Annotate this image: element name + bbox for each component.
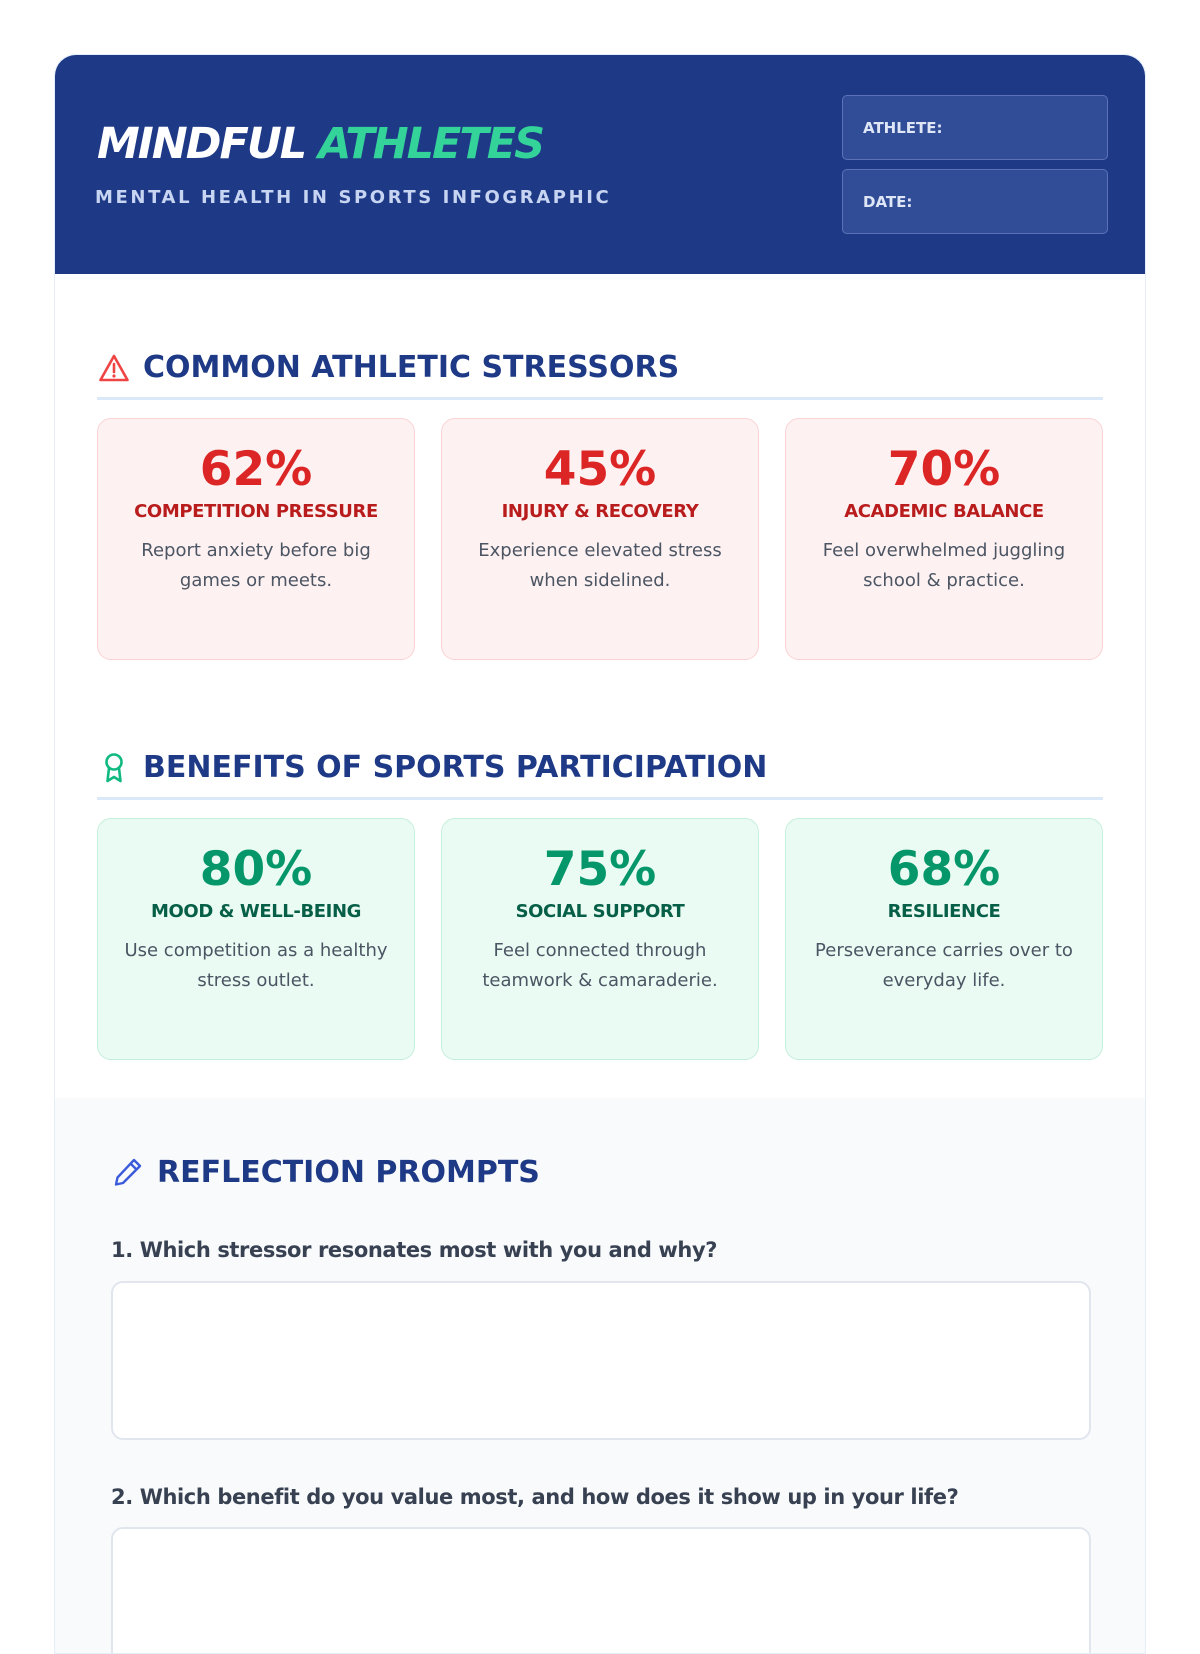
prompt-label: 2. Which benefit do you value most, and how does it show up in your life? (111, 1485, 959, 1509)
benefit-card (441, 818, 759, 1060)
stressors-section-header (97, 338, 1103, 400)
stat-description: Experience elevated stress when sidelined. (478, 540, 722, 592)
benefits-section-header (97, 738, 1103, 800)
reflection-section (55, 1098, 1146, 1654)
infographic-card (54, 54, 1146, 1654)
benefit-cards (97, 818, 1103, 1060)
stat-value: 75% (543, 842, 657, 897)
page-title (97, 119, 543, 169)
stat-label: RESILIENCE (887, 901, 1001, 923)
reflection-title: REFLECTION PROMPTS (157, 1154, 540, 1190)
pencil-icon (111, 1155, 145, 1189)
stat-label: SOCIAL SUPPORT (515, 901, 685, 923)
page-subtitle: MENTAL HEALTH IN SPORTS INFOGRAPHIC (95, 187, 612, 208)
stat-description: Report anxiety before big games or meets. (141, 540, 371, 592)
stat-label: COMPETITION PRESSURE (134, 501, 378, 523)
stat-description: Feel connected through teamwork & camaraderie. (482, 940, 718, 992)
date-label: DATE: (863, 192, 913, 211)
award-ribbon-icon (97, 751, 131, 785)
reflection-section-header (111, 1141, 1117, 1203)
stressors-title: COMMON ATHLETIC STRESSORS (143, 350, 680, 385)
stat-value: 80% (199, 842, 313, 897)
benefit-card (785, 818, 1103, 1060)
date-field[interactable] (842, 169, 1108, 234)
stat-value: 70% (887, 442, 1001, 497)
title-part-main: MINDFUL (97, 119, 306, 169)
stat-description: Perseverance carries over to everyday life. (815, 940, 1073, 992)
prompt-label: 1. Which stressor resonates most with you and why? (111, 1238, 718, 1262)
prompt-answer-field[interactable] (111, 1281, 1091, 1440)
stat-label: INJURY & RECOVERY (501, 501, 699, 523)
stat-label: ACADEMIC BALANCE (844, 501, 1044, 523)
stat-value: 62% (199, 442, 313, 497)
athlete-label: ATHLETE: (863, 118, 943, 137)
stressor-card (785, 418, 1103, 660)
stat-description: Use competition as a healthy stress outlet. (124, 940, 388, 992)
stat-value: 68% (887, 842, 1001, 897)
stressor-card (97, 418, 415, 660)
stat-label: MOOD & WELL-BEING (151, 901, 361, 923)
warning-triangle-icon (97, 351, 131, 385)
prompt-answer-field[interactable] (111, 1527, 1091, 1654)
stressor-card (441, 418, 759, 660)
stat-description: Feel overwhelmed juggling school & practice. (822, 540, 1066, 592)
date-input[interactable] (918, 187, 1117, 217)
benefits-title: BENEFITS OF SPORTS PARTICIPATION (143, 750, 768, 785)
stat-value: 45% (543, 442, 657, 497)
athlete-field[interactable] (842, 95, 1108, 160)
athlete-input[interactable] (949, 113, 1146, 143)
title-part-accent: ATHLETES (318, 119, 544, 169)
benefit-card (97, 818, 415, 1060)
stressor-cards (97, 418, 1103, 660)
header-banner (55, 55, 1145, 274)
